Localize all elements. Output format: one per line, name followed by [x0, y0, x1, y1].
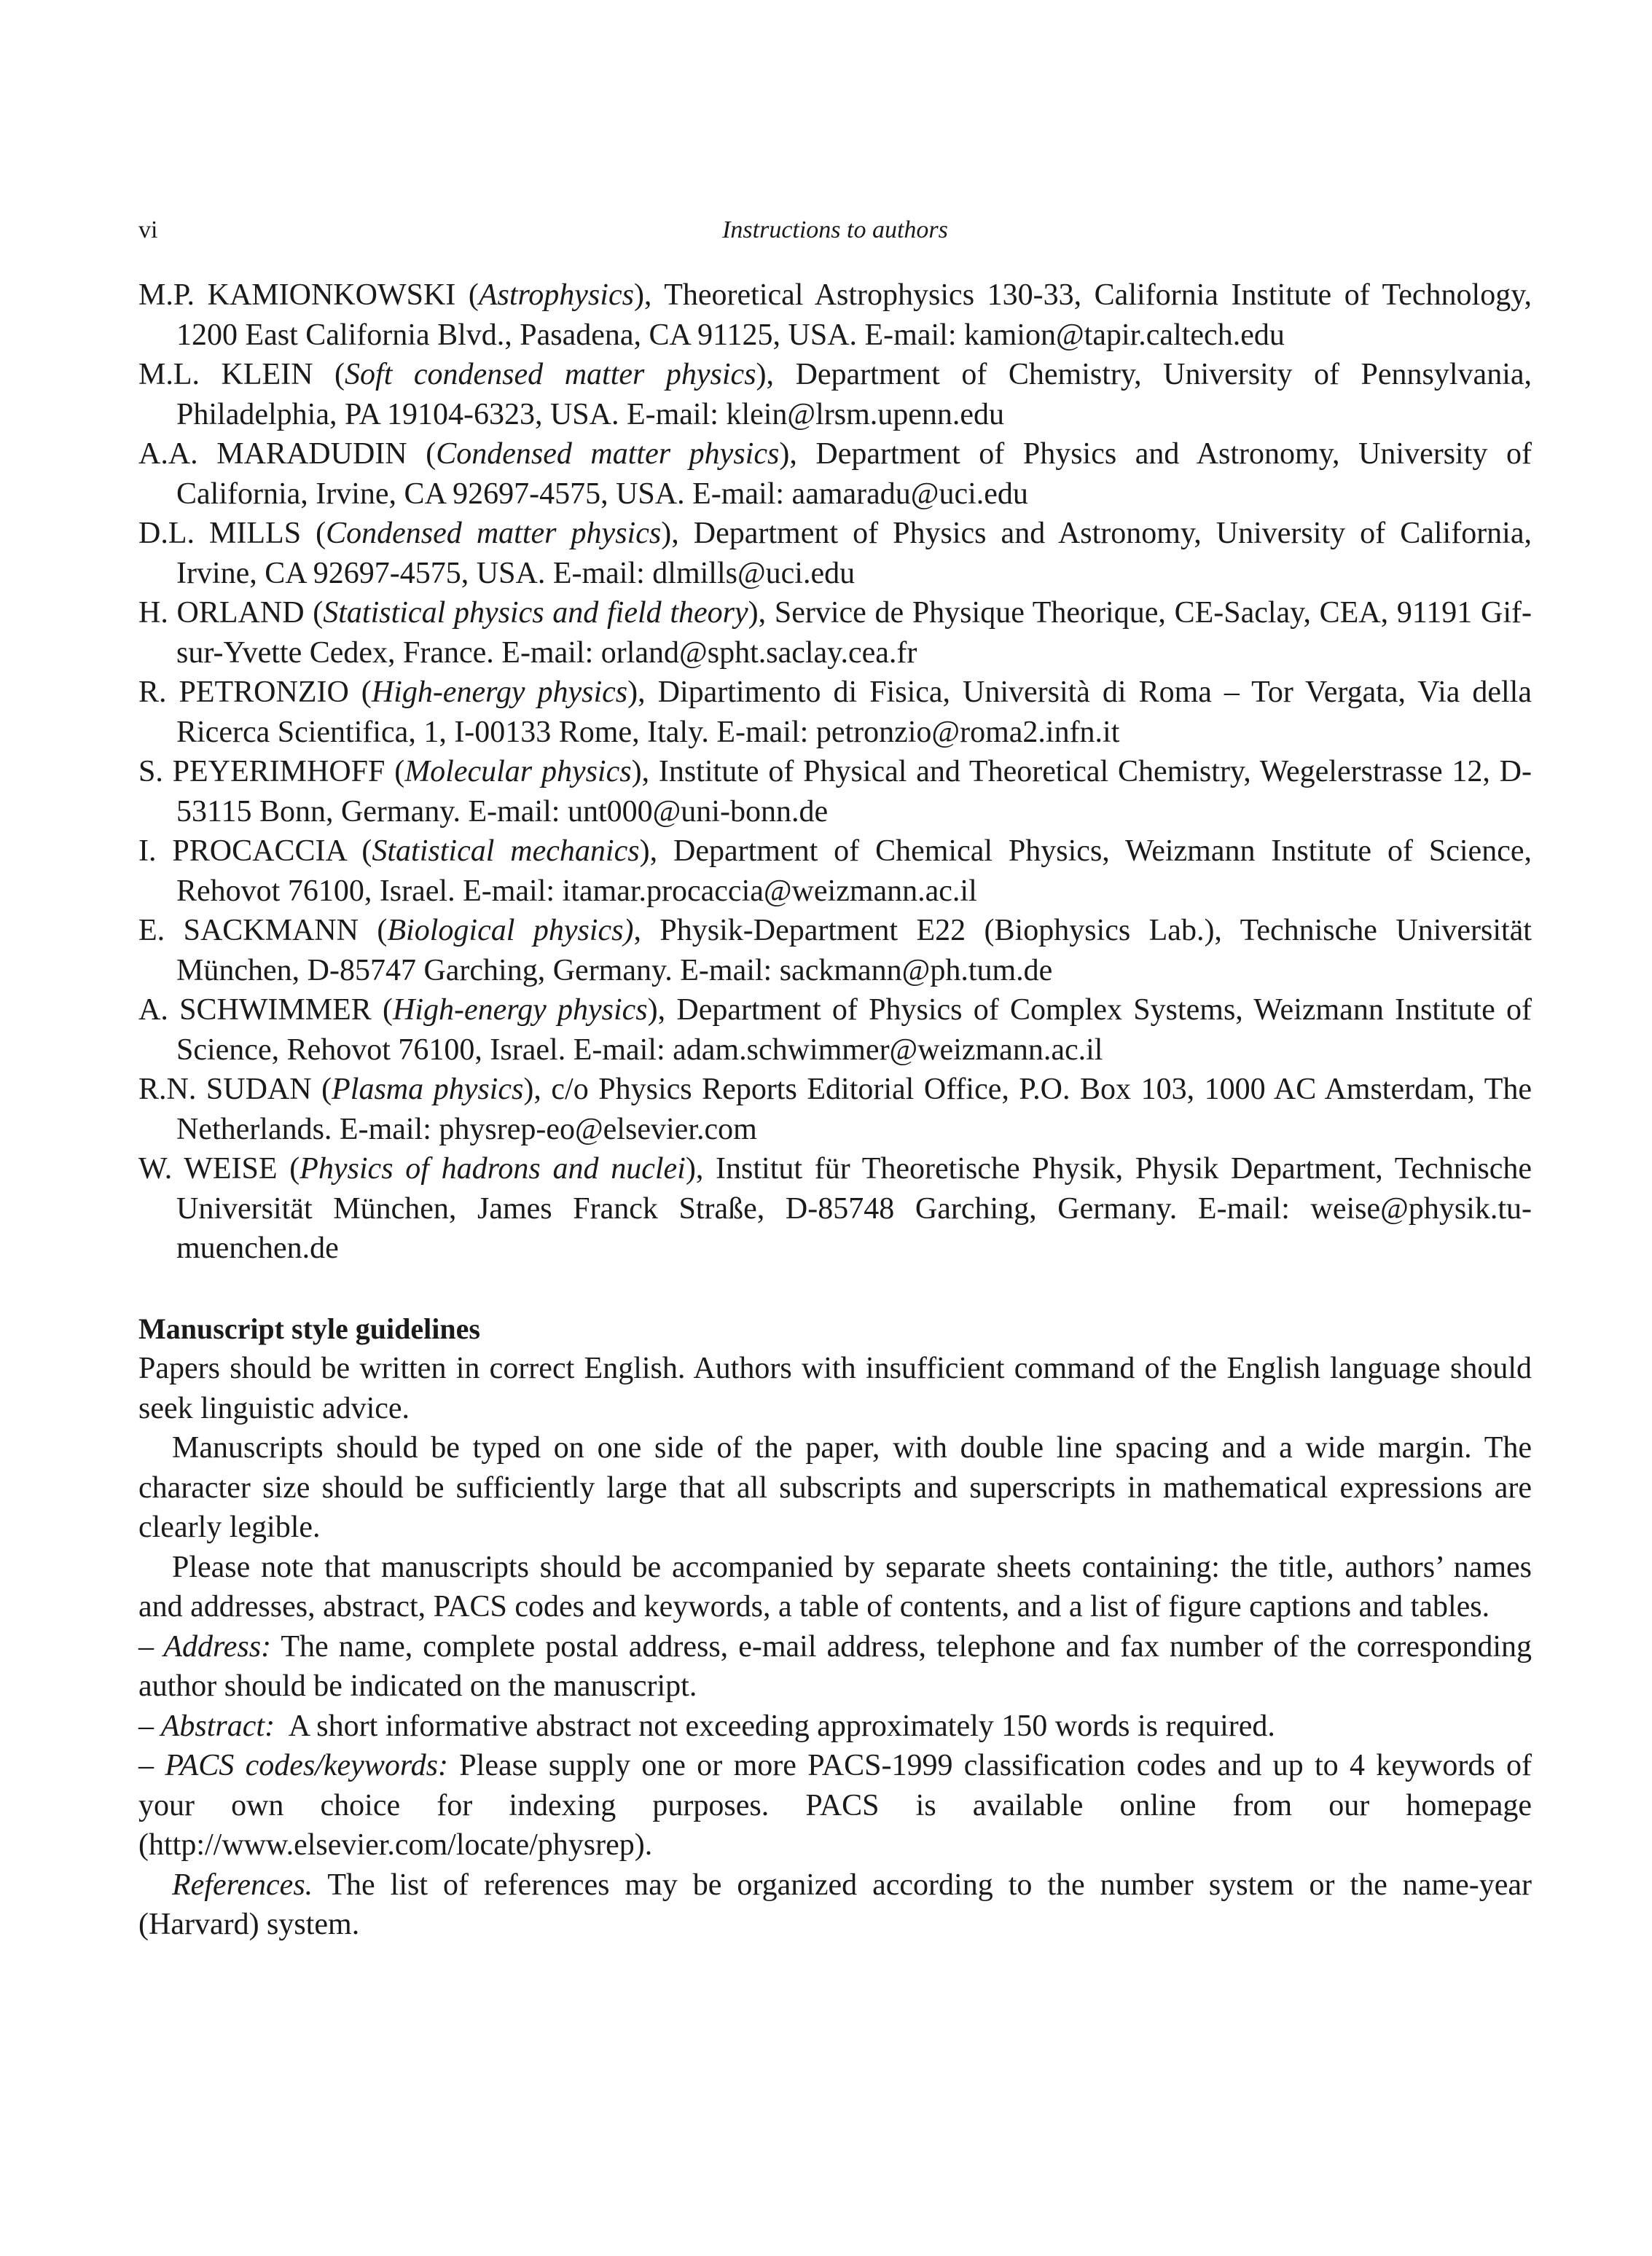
editor-name: M.L. KLEIN: [138, 358, 313, 391]
guideline-item-address: [138, 1627, 1532, 1707]
editor-name: S. PEYERIMHOFF: [138, 755, 385, 788]
editor-field: High-energy physics: [371, 675, 628, 709]
editor-name: R. PETRONZIO: [138, 675, 349, 709]
references-text: The list of references may be organized according to the number system or the name-year (Harvard) system.: [138, 1868, 1532, 1941]
editor-name: E. SACKMANN: [138, 914, 359, 947]
editor-field: Molecular physics: [404, 755, 632, 788]
guideline-paragraph-sheets: Please note that manuscripts should be accompanied by separate sheets containing: the title, authors’ names and addresses, abstract, PACS codes and keywords, a table of contents, and a list of figure captions and tables.: [138, 1550, 1532, 1624]
guideline-item-pacs: [138, 1746, 1532, 1865]
editor-list: [138, 275, 1532, 1269]
editor-entry: E. SACKMANN (Biological physics), Physik-Department E22 (Biophysics Lab.), Technische Universität München, D-85747 Garching, Germany. E-mail: sackmann@ph.tum.de: [138, 914, 1532, 987]
guideline-paragraph-language: Papers should be written in correct English. Authors with insufficient command of the English language should seek linguistic advice.: [138, 1352, 1532, 1425]
editor-entry: R. PETRONZIO (High-energy physics), Dipartimento di Fisica, Università di Roma – Tor Vergata, Via della Ricerca Scientifica, 1, I-00133 Rome, Italy. E-mail: petronzio@roma2.infn.it: [138, 675, 1532, 749]
section-heading: Manuscript style guidelines: [138, 1312, 480, 1345]
editor-entry: W. WEISE (Physics of hadrons and nuclei), Institut für Theoretische Physik, Physik Department, Technische Universität München, James Franck Straße, D-85748 Garching, Germany. E-mail: weise@physik.tu-muenchen.de: [138, 1152, 1532, 1265]
editor-field: Biological physics): [387, 914, 634, 947]
editor-field: Condensed matter physics: [326, 517, 662, 550]
editor-field: Plasma physics: [332, 1073, 524, 1106]
editor-entry: M.P. KAMIONKOWSKI (Astrophysics), Theoretical Astrophysics 130-33, California Institute of Technology, 1200 East California Blvd., Pasadena, CA 91125, USA. E-mail: kamion@tapir.caltech.edu: [138, 278, 1532, 352]
editor-address: ), Theoretical Astrophysics 130-33, California Institute of Technology, 1200 East California Blvd., Pasadena, CA 91125, USA. E-mail: kamion@tapir.caltech.edu: [176, 278, 1532, 352]
editor-field: Condensed matter physics: [436, 437, 780, 471]
editor-address: ), Dipartimento di Fisica, Università di Roma – Tor Vergata, Via della Ricerca Scientifica, 1, I-00133 Rome, Italy. E-mail: petronzio@roma2.infn.it: [176, 675, 1532, 749]
editor-field: Statistical physics and field theory: [323, 596, 748, 630]
pacs-label: – PACS codes/keywords:: [138, 1749, 448, 1782]
editor-name: M.P. KAMIONKOWSKI: [138, 278, 456, 312]
page-number: vi: [138, 216, 158, 243]
editor-name: A.A. MARADUDIN: [138, 437, 407, 471]
editor-entry: M.L. KLEIN (Soft condensed matter physics), Department of Chemistry, University of Pennsylvania, Philadelphia, PA 19104-6323, USA. E-mail: klein@lrsm.upenn.edu: [138, 358, 1532, 431]
editor-address: ), Department of Physics of Complex Systems, Weizmann Institute of Science, Rehovot 76100, Israel. E-mail: adam.schwimmer@weizmann.ac.il: [176, 993, 1532, 1067]
editor-name: R.N. SUDAN: [138, 1073, 312, 1106]
editor-address: ), c/o Physics Reports Editorial Office, P.O. Box 103, 1000 AC Amsterdam, The Netherlands. E-mail: physrep-eo@elsevier.com: [176, 1073, 1532, 1146]
editor-address: ), Service de Physique Theorique, CE-Saclay, CEA, 91191 Gif-sur-Yvette Cedex, France. E-mail: orland@spht.saclay.cea.fr: [176, 596, 1532, 670]
address-label: – Address:: [138, 1629, 272, 1664]
page: [138, 211, 1532, 1945]
editor-entry: I. PROCACCIA (Statistical mechanics), Department of Chemical Physics, Weizmann Institute of Science, Rehovot 76100, Israel. E-mail: itamar.procaccia@weizmann.ac.il: [138, 834, 1532, 908]
editor-name: W. WEISE: [138, 1152, 278, 1186]
editor-entry: S. PEYERIMHOFF (Molecular physics), Institute of Physical and Theoretical Chemistry, Wegelerstrasse 12, D-53115 Bonn, Germany. E-mail: unt000@uni-bonn.de: [138, 755, 1532, 829]
editor-field: High-energy physics: [393, 993, 648, 1027]
guideline-item-abstract: [138, 1707, 1532, 1747]
editor-field: Astrophysics: [478, 278, 634, 312]
editor-entry: H. ORLAND (Statistical physics and field theory), Service de Physique Theorique, CE-Saclay, CEA, 91191 Gif-sur-Yvette Cedex, France. E-mail: orland@spht.saclay.cea.fr: [138, 596, 1532, 670]
editor-name: D.L. MILLS: [138, 517, 302, 550]
editor-address: ), Department of Chemical Physics, Weizmann Institute of Science, Rehovot 76100, Israel. E-mail: itamar.procaccia@weizmann.ac.il: [176, 834, 1532, 908]
guideline-item-references: [138, 1865, 1532, 1945]
abstract-text: A short informative abstract not exceeding approximately 150 words is required.: [275, 1709, 1275, 1743]
editor-entry: A.A. MARADUDIN (Condensed matter physics), Department of Physics and Astronomy, University of California, Irvine, CA 92697-4575, USA. E-mail: aamaradu@uci.edu: [138, 437, 1532, 511]
editor-field: Soft condensed matter physics: [345, 358, 756, 391]
running-head: [138, 211, 1532, 249]
editor-entry: R.N. SUDAN (Plasma physics), c/o Physics Reports Editorial Office, P.O. Box 103, 1000 AC Amsterdam, The Netherlands. E-mail: physrep-eo@elsevier.com: [138, 1073, 1532, 1146]
references-label: References.: [172, 1868, 313, 1902]
editor-name: A. SCHWIMMER: [138, 993, 372, 1027]
pacs-text: Please supply one or more PACS-1999 classification codes and up to 4 keywords of your own choice for indexing purposes. PACS is available online from our homepage (http://www.elsevier.com/locate/physrep).: [138, 1749, 1532, 1862]
running-title: Instructions to authors: [722, 216, 948, 243]
editor-field: Statistical mechanics: [372, 834, 640, 868]
editor-name: I. PROCACCIA: [138, 834, 346, 868]
editor-field: Physics of hadrons and nuclei: [300, 1152, 686, 1186]
editor-address: ), Institute of Physical and Theoretical Chemistry, Wegelerstrasse 12, D-53115 Bonn, Germany. E-mail: unt000@uni-bonn.de: [176, 755, 1532, 829]
address-text: The name, complete postal address, e-mail address, telephone and fax number of the corresponding author should be indicated on the manuscript.: [138, 1629, 1532, 1703]
editor-entry: A. SCHWIMMER (High-energy physics), Department of Physics of Complex Systems, Weizmann Institute of Science, Rehovot 76100, Israel. E-mail: adam.schwimmer@weizmann.ac.il: [138, 993, 1532, 1067]
editor-name: H. ORLAND: [138, 596, 305, 630]
editor-address: ), Institut für Theoretische Physik, Physik Department, Technische Universität München, James Franck Straße, D-85748 Garching, Germany. E-mail: weise@physik.tu-muenchen.de: [176, 1152, 1532, 1265]
abstract-label: – Abstract:: [138, 1709, 275, 1743]
editor-address: ), Department of Physics and Astronomy, University of California, Irvine, CA 92697-4575, USA. E-mail: dlmills@uci.edu: [176, 517, 1532, 590]
editor-address: ), Department of Physics and Astronomy, University of California, Irvine, CA 92697-4575, USA. E-mail: aamaradu@uci.edu: [176, 437, 1532, 511]
editor-entry: D.L. MILLS (Condensed matter physics), Department of Physics and Astronomy, University of California, Irvine, CA 92697-4575, USA. E-mail: dlmills@uci.edu: [138, 517, 1532, 590]
editor-address: , Physik-Department E22 (Biophysics Lab.), Technische Universität München, D-85747 Garching, Germany. E-mail: sackmann@ph.tum.de: [176, 914, 1532, 987]
guideline-paragraph-typing: Manuscripts should be typed on one side of the paper, with double line spacing and a wide margin. The character size should be sufficiently large that all subscripts and superscripts in mathematical expressions are clearly legible.: [138, 1431, 1532, 1544]
editor-address: ), Department of Chemistry, University of Pennsylvania, Philadelphia, PA 19104-6323, USA. E-mail: klein@lrsm.upenn.edu: [176, 358, 1532, 431]
